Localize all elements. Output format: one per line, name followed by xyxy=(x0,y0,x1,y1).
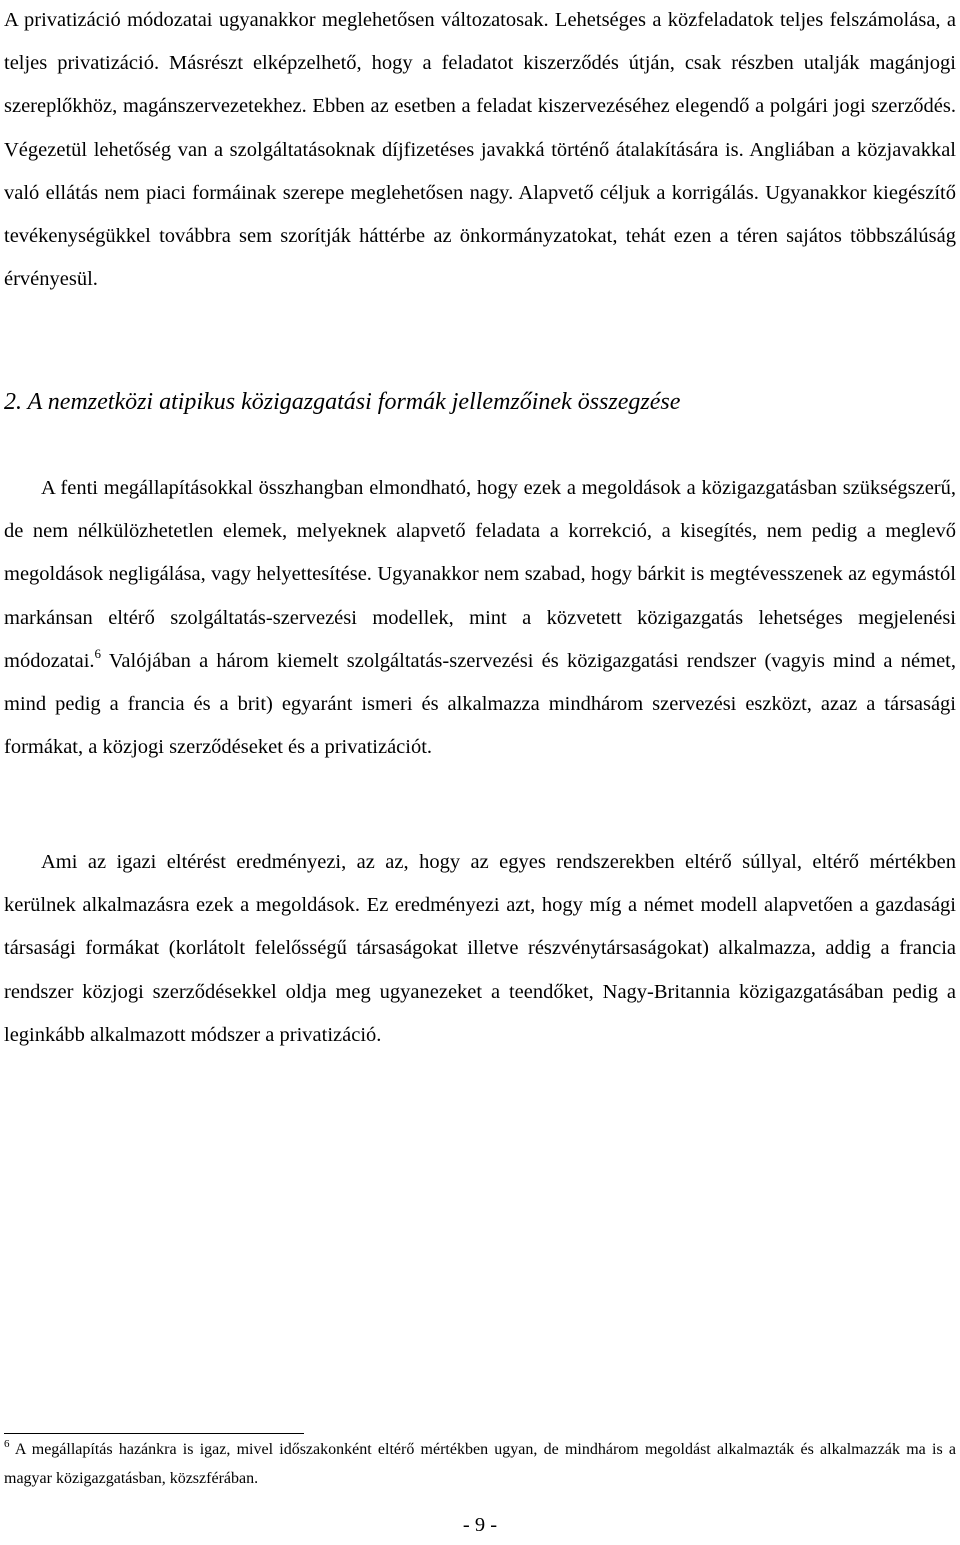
footnote xyxy=(4,1436,956,1493)
paragraph-differences: Ami az igazi eltérést eredményezi, az az, hogy az egyes rendszerekben eltérő súllyal, eltérő mértékben kerülnek alkalmazásra ezek a megoldások. Ez eredményezi azt, hogy míg a német modell alapvetően a gazdasági társasági formákat (korlátolt felelősségű társaságokat illetve részvénytársaságokat) alkalmazza, addig a francia rendszer közjogi szerződésekkel oldja meg ugyanezeket a teendőket, Nagy-Britannia közigazgatásában pedig a leginkább alkalmazott módszer a privatizáció. xyxy=(4,851,956,1046)
paragraph-summary xyxy=(4,467,956,769)
paragraph-summary-text-2: Valójában a három kiemelt szolgáltatás-szervezési és közigazgatási rendszer (vagyis mind a német, mind pedig a francia és a brit) egyaránt ismeri és alkalmazza mindhárom szervezési eszközt, azaz a társasági formákat, a közjogi szerződéseket és a privatizációt. xyxy=(4,649,956,759)
paragraph-summary-text-1: A fenti megállapításokkal összhangban elmondható, hogy ezek a megoldások a közigazgatásban szükségszerű, de nem nélkülözhetetlen elemek, melyeknek alapvető feladata a korrekció, a kisegítés, nem pedig a meglevő megoldások negligálása, vagy helyettesítése. Ugyanakkor nem szabad, hogy bárkit is megtévesszenek az egymástól markánsan eltérő szolgáltatás-szervezési modellek, mint a közvetett közigazgatás lehetséges megjelenési módozatai. xyxy=(4,477,956,672)
page-number: - 9 - xyxy=(462,1514,498,1536)
footnote-text: A megállapítás hazánkra is igaz, mivel időszakonként eltérő mértékben ugyan, de mindhárom megoldást alkalmazták és alkalmazzák ma is a magyar közigazgatásban, közszférában. xyxy=(4,1441,956,1487)
section-heading: 2. A nemzetközi atipikus közigazgatási formák jellemzőinek összegzése xyxy=(4,389,681,415)
footnote-reference[interactable]: 6 xyxy=(94,645,102,661)
footnote-separator xyxy=(4,1433,304,1434)
paragraph-privatization-forms: A privatizáció módozatai ugyanakkor meglehetősen változatosak. Lehetséges a közfeladatok teljes felszámolása, a teljes privatizáció. Másrészt elképzelhető, hogy a feladatot kiszerződés útján, csak részben utalják magánjogi szereplőkhöz, magánszervezetekhez. Ebben az esetben a feladat kiszervezéséhez elegendő a polgári jogi szerződés. Végezetül lehetőség van a szolgáltatásoknak díjfizetéses javakká történő átalakítására is. Angliában a közjavakkal való ellátás nem piaci formáinak szerepe meglehetősen nagy. Alapvető céljuk a korrigálás. Ugyanakkor kiegészítő tevékenységükkel továbbra sem szorítják háttérbe az önkormányzatokat, tehát ezen a téren sajátos többszálúság érvényesül. xyxy=(4,9,956,291)
footnote-number: 6 xyxy=(4,1438,10,1450)
